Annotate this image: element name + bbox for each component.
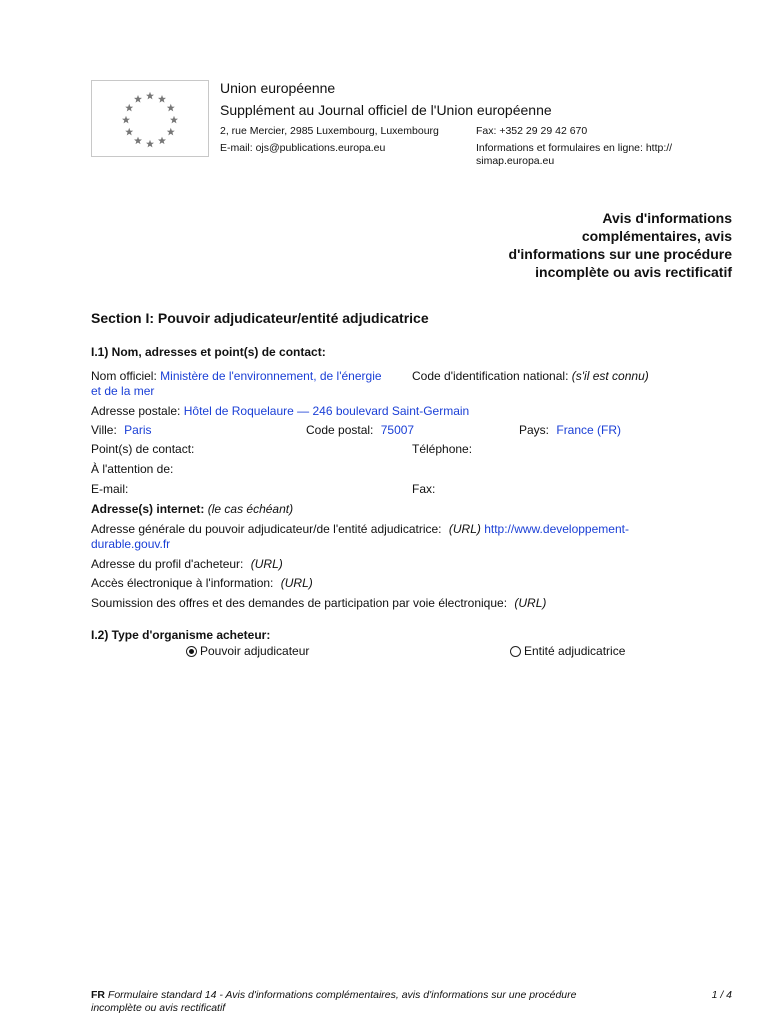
- nom-row: [91, 369, 382, 383]
- star-icon: [134, 137, 142, 145]
- ville-row: [91, 423, 151, 437]
- footer-lang: FR: [91, 989, 105, 1001]
- email-label: E-mail:: [91, 482, 129, 496]
- star-icon: [167, 104, 175, 112]
- title-line2: complémentaires, avis: [581, 228, 732, 244]
- star-icon: [146, 140, 154, 148]
- ville-value: Paris: [124, 423, 152, 437]
- fax-label: Fax:: [412, 482, 436, 496]
- radio-unchecked-icon[interactable]: [510, 646, 521, 657]
- adr-gen-label: Adresse générale du pouvoir adjudicateur/de l'entité adjudicatrice:: [91, 522, 442, 536]
- profil-url-hint: (URL): [250, 557, 283, 571]
- header-online: [476, 142, 672, 168]
- profil-label: Adresse du profil d'acheteur:: [91, 557, 244, 571]
- star-icon: [167, 128, 175, 136]
- cp-row: [306, 423, 414, 437]
- header-org: Union européenne: [220, 80, 336, 96]
- pays-label: Pays:: [519, 423, 550, 437]
- radio-entite[interactable]: [510, 644, 625, 658]
- radio-entite-label: Entité adjudicatrice: [524, 644, 626, 658]
- acces-row: [91, 576, 313, 590]
- attention-label: À l'attention de:: [91, 462, 174, 476]
- contact-label: Point(s) de contact:: [91, 442, 195, 456]
- adresse-row: [91, 404, 469, 418]
- internet-row: [91, 502, 293, 516]
- section-title: Section I: Pouvoir adjudicateur/entité adjudicatrice: [91, 310, 429, 326]
- eu-flag-logo: [91, 80, 209, 157]
- star-icon: [158, 95, 166, 103]
- page-number: 1 / 4: [711, 989, 732, 1001]
- adresse-value: Hôtel de Roquelaure — 246 boulevard Saint-Germain: [183, 404, 470, 418]
- internet-hint: (le cas échéant): [207, 502, 294, 516]
- footer: [91, 989, 651, 1015]
- star-icon: [158, 137, 166, 145]
- radio-checked-icon[interactable]: [186, 646, 197, 657]
- eu-stars-icon: [92, 81, 210, 158]
- footer-text: Formulaire standard 14 - Avis d'informations complémentaires, avis d'informations sur une procédure: [107, 989, 577, 1001]
- code-hint: (s'il est connu): [571, 369, 649, 383]
- soumission-url-hint: (URL): [514, 596, 547, 610]
- star-icon: [146, 92, 154, 100]
- header-online-line1: Informations et formulaires en ligne: http://: [476, 142, 673, 154]
- adresse-label: Adresse postale:: [91, 404, 181, 418]
- code-label: Code d'identification national:: [412, 369, 569, 383]
- header-address: 2, rue Mercier, 2985 Luxembourg, Luxembourg: [220, 125, 439, 137]
- star-icon: [125, 128, 133, 136]
- i1-title: I.1) Nom, adresses et point(s) de contact:: [91, 345, 326, 359]
- code-row: [412, 369, 649, 383]
- adr-gen-value-line2[interactable]: durable.gouv.fr: [91, 537, 171, 551]
- star-icon: [125, 104, 133, 112]
- acces-label: Accès électronique à l'information:: [91, 576, 274, 590]
- notice-title: [462, 209, 732, 281]
- radio-pouvoir-label: Pouvoir adjudicateur: [200, 644, 310, 658]
- header-fax: Fax: +352 29 29 42 670: [476, 125, 588, 137]
- header-online-line2: simap.europa.eu: [476, 155, 555, 167]
- internet-label: Adresse(s) internet:: [91, 502, 205, 516]
- tel-label: Téléphone:: [412, 442, 473, 456]
- cp-value: 75007: [380, 423, 415, 437]
- i2-title: I.2) Type d'organisme acheteur:: [91, 628, 271, 642]
- star-icon: [170, 116, 178, 124]
- title-line4: incomplète ou avis rectificatif: [535, 264, 732, 280]
- star-icon: [134, 95, 142, 103]
- header-email: E-mail: ojs@publications.europa.eu: [220, 142, 386, 154]
- nom-value: Ministère de l'environnement, de l'énergie: [160, 369, 382, 383]
- soumission-row: [91, 596, 546, 610]
- title-line3: d'informations sur une procédure: [508, 246, 732, 262]
- adr-gen-value[interactable]: http://www.developpement-: [484, 522, 629, 536]
- adr-gen-url-hint: (URL): [448, 522, 481, 536]
- pays-row: [519, 423, 621, 437]
- ville-label: Ville:: [91, 423, 117, 437]
- pays-value: France (FR): [556, 423, 622, 437]
- adr-gen-row: [91, 522, 629, 536]
- nom-label: Nom officiel:: [91, 369, 157, 383]
- header-supplement: Supplément au Journal officiel de l'Union européenne: [220, 102, 552, 118]
- profil-row: [91, 557, 283, 571]
- radio-pouvoir[interactable]: [186, 644, 309, 658]
- title-line1: Avis d'informations: [602, 210, 732, 226]
- acces-url-hint: (URL): [280, 576, 313, 590]
- nom-value-line2: et de la mer: [91, 384, 155, 398]
- cp-label: Code postal:: [306, 423, 374, 437]
- star-icon: [122, 116, 130, 124]
- soumission-label: Soumission des offres et des demandes de participation par voie électronique:: [91, 596, 508, 610]
- footer-text-line2: incomplète ou avis rectificatif: [91, 1002, 226, 1014]
